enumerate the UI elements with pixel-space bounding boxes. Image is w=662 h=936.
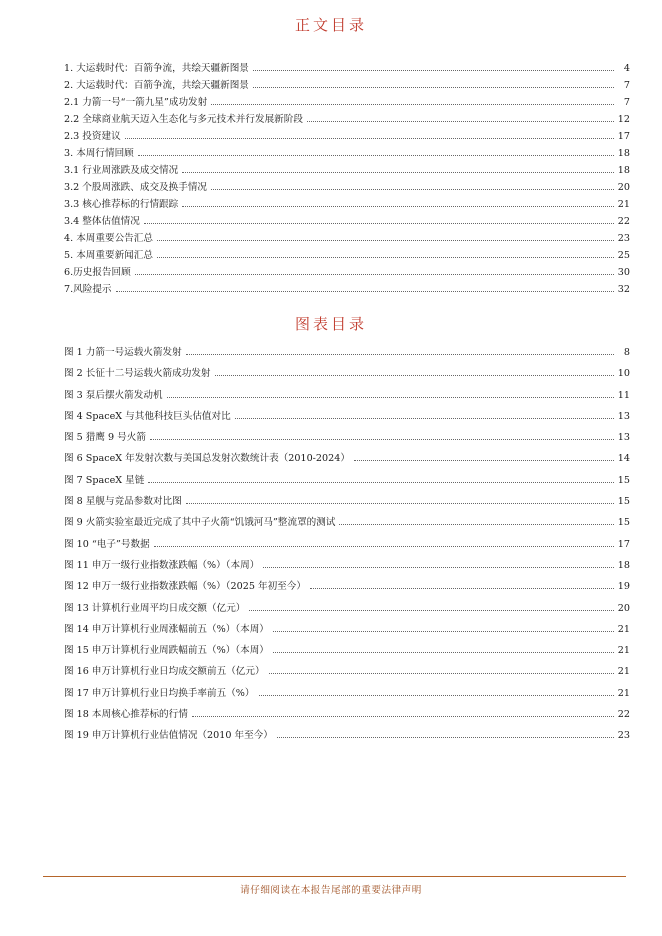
figure-entry[interactable]: [64, 427, 630, 448]
figure-entry-title: 图 18 本周核心推荐标的行情: [64, 709, 188, 721]
figure-entry-page: 13: [617, 410, 630, 422]
figure-entry-title: 图 2 长征十二号运载火箭成功发射: [64, 368, 211, 380]
toc-entry[interactable]: [64, 145, 630, 162]
dot-leader: [182, 205, 614, 207]
dot-leader: [339, 523, 613, 525]
toc-entry-title: 4. 本周重要公告汇总: [64, 233, 153, 244]
dot-leader: [269, 672, 614, 674]
figure-entry-title: 图 13 计算机行业周平均日成交额（亿元）: [64, 602, 246, 614]
toc-entry[interactable]: [64, 281, 630, 298]
dot-leader: [192, 715, 614, 717]
toc-entry[interactable]: [64, 264, 630, 281]
figure-list: [64, 342, 630, 747]
figure-entry-page: 21: [617, 687, 630, 699]
toc-entry[interactable]: [64, 162, 630, 179]
toc-entry-title: 2.2 全球商业航天迈入生态化与多元技术并行发展新阶段: [64, 114, 303, 125]
toc-entry[interactable]: [64, 230, 630, 247]
toc-entry-page: 32: [617, 284, 630, 295]
dot-leader: [273, 630, 614, 632]
figure-entry-page: 13: [617, 432, 630, 444]
dot-leader: [138, 154, 614, 156]
dot-leader: [116, 290, 614, 292]
toc-entry-title: 1. 大运载时代：百箭争流，共绘天疆新图景: [64, 63, 249, 74]
figure-entry-page: 11: [617, 389, 630, 401]
figure-entry-title: 图 14 申万计算机行业周涨幅前五（%）（本周）: [64, 623, 269, 635]
toc-heading: 正文目录: [294, 16, 367, 34]
toc-entry-title: 5. 本周重要新闻汇总: [64, 250, 153, 261]
dot-leader: [154, 545, 614, 547]
dot-leader: [215, 374, 614, 376]
figure-entry-title: 图 11 申万一级行业指数涨跌幅（%）（本周）: [64, 559, 260, 571]
figure-entry-title: 图 15 申万计算机行业周跌幅前五（%）（本周）: [64, 645, 269, 657]
toc-entry-title: 6.历史报告回顾: [64, 267, 131, 278]
figure-list-heading: 图表目录: [294, 315, 367, 333]
figure-entry-title: 图 6 SpaceX 年发射次数与美国总发射次数统计表（2010-2024）: [64, 453, 350, 465]
dot-leader: [354, 459, 614, 461]
figure-entry[interactable]: [64, 406, 630, 427]
figure-entry-page: 15: [617, 517, 630, 529]
toc-entry-title: 3.4 整体估值情况: [64, 216, 140, 227]
figure-entry-title: 图 12 申万一级行业指数涨跌幅（%）（2025 年初至今）: [64, 581, 306, 593]
dot-leader: [310, 587, 614, 589]
toc-entry-page: 4: [623, 63, 630, 74]
figure-entry-title: 图 1 力箭一号运载火箭发射: [64, 347, 182, 358]
figure-entry-page: 15: [617, 474, 630, 486]
dot-leader: [167, 396, 614, 398]
dot-leader: [263, 566, 613, 568]
dot-leader: [157, 256, 614, 258]
figure-entry-title: 图 7 SpaceX 星链: [64, 474, 145, 486]
figure-entry-title: 图 17 申万计算机行业日均换手率前五（%）: [64, 687, 255, 699]
footer-disclaimer: 请仔细阅读在本报告尾部的重要法律声明: [240, 885, 422, 896]
figure-entry-page: 14: [617, 453, 630, 465]
dot-leader: [273, 651, 614, 653]
figure-entry-title: 图 8 星舰与竞品参数对比图: [64, 496, 182, 508]
dot-leader: [253, 69, 614, 71]
toc-entry-title: 3. 本周行情回顾: [64, 148, 134, 159]
figure-entry-page: 10: [617, 368, 630, 380]
dot-leader: [135, 273, 614, 275]
toc-entry-page: 18: [617, 165, 630, 176]
toc-entry-page: 21: [617, 199, 630, 210]
toc-entry[interactable]: [64, 128, 630, 145]
figure-entry[interactable]: [64, 683, 630, 704]
figure-entry-page: 21: [617, 623, 630, 635]
figure-entry[interactable]: [64, 576, 630, 597]
toc-entry-title: 2. 大运载时代：百箭争流，共绘天疆新图景: [64, 80, 249, 91]
toc-entry-title: 7.风险提示: [64, 284, 112, 295]
figure-entry-page: 21: [617, 645, 630, 657]
figure-entry-page: 8: [623, 347, 630, 358]
figure-entry-page: 20: [617, 602, 630, 614]
figure-entry-page: 19: [617, 581, 630, 593]
figure-entry[interactable]: [64, 512, 630, 533]
dot-leader: [148, 481, 613, 483]
figure-entry[interactable]: [64, 342, 630, 363]
figure-entry-title: 图 5 猎鹰 9 号火箭: [64, 432, 146, 444]
figure-entry[interactable]: [64, 704, 630, 725]
figure-entry-page: 17: [617, 538, 630, 550]
figure-entry[interactable]: [64, 363, 630, 384]
dot-leader: [186, 353, 614, 355]
dot-leader: [186, 502, 614, 504]
toc-entry-page: 23: [617, 233, 630, 244]
toc-list: [64, 60, 630, 298]
footer-divider: [43, 876, 626, 877]
toc-entry-page: 7: [623, 97, 630, 108]
dot-leader: [144, 222, 614, 224]
toc-entry[interactable]: [64, 213, 630, 230]
figure-entry[interactable]: [64, 725, 630, 746]
toc-entry-page: 22: [617, 216, 630, 227]
figure-entry[interactable]: [64, 555, 630, 576]
figure-entry-title: 图 19 申万计算机行业估值情况（2010 年至今）: [64, 730, 273, 742]
toc-entry-page: 7: [623, 80, 630, 91]
figure-entry-title: 图 4 SpaceX 与其他科技巨头估值对比: [64, 410, 231, 422]
toc-entry[interactable]: [64, 94, 630, 111]
figure-entry-page: 23: [617, 730, 630, 742]
figure-entry[interactable]: [64, 598, 630, 619]
figure-entry-page: 22: [617, 709, 630, 721]
toc-entry-page: 12: [617, 114, 630, 125]
toc-entry-page: 17: [617, 131, 630, 142]
toc-entry-title: 3.2 个股周涨跌、成交及换手情况: [64, 182, 208, 193]
toc-entry-title: 2.3 投资建议: [64, 131, 121, 142]
toc-entry-page: 25: [617, 250, 630, 261]
figure-entry[interactable]: [64, 534, 630, 555]
dot-leader: [259, 694, 614, 696]
toc-entry[interactable]: [64, 179, 630, 196]
toc-entry-title: 3.1 行业周涨跌及成交情况: [64, 165, 179, 176]
figure-entry-page: 21: [617, 666, 630, 678]
toc-entry[interactable]: [64, 196, 630, 213]
figure-entry[interactable]: [64, 619, 630, 640]
toc-entry[interactable]: [64, 247, 630, 264]
toc-entry-page: 30: [617, 267, 630, 278]
toc-entry[interactable]: [64, 77, 630, 94]
figure-entry[interactable]: [64, 661, 630, 682]
dot-leader: [307, 120, 614, 122]
dot-leader: [125, 137, 614, 139]
toc-entry-page: 18: [617, 148, 630, 159]
figure-entry-title: 图 3 泵后摆火箭发动机: [64, 389, 163, 401]
figure-entry-title: 图 9 火箭实验室最近完成了其中子火箭“饥饿河马”整流罩的测试: [64, 517, 336, 529]
dot-leader: [182, 171, 614, 173]
dot-leader: [277, 736, 614, 738]
toc-entry[interactable]: [64, 111, 630, 128]
toc-entry-title: 2.1 力箭一号“一箭九星”成功发射: [64, 97, 208, 108]
figure-entry[interactable]: [64, 491, 630, 512]
toc-entry[interactable]: [64, 60, 630, 77]
figure-entry[interactable]: [64, 640, 630, 661]
figure-entry[interactable]: [64, 385, 630, 406]
figure-entry[interactable]: [64, 448, 630, 469]
figure-entry-page: 15: [617, 496, 630, 508]
figure-entry-title: 图 16 申万计算机行业日均成交额前五（亿元）: [64, 666, 265, 678]
dot-leader: [157, 239, 614, 241]
figure-entry[interactable]: [64, 470, 630, 491]
dot-leader: [249, 609, 613, 611]
figure-entry-title: 图 10 “电子”号数据: [64, 538, 150, 550]
dot-leader: [253, 86, 614, 88]
dot-leader: [211, 188, 614, 190]
dot-leader: [235, 417, 614, 419]
figure-entry-page: 18: [617, 559, 630, 571]
toc-entry-title: 3.3 核心推荐标的行情跟踪: [64, 199, 179, 210]
dot-leader: [211, 103, 614, 105]
dot-leader: [150, 438, 614, 440]
toc-entry-page: 20: [617, 182, 630, 193]
